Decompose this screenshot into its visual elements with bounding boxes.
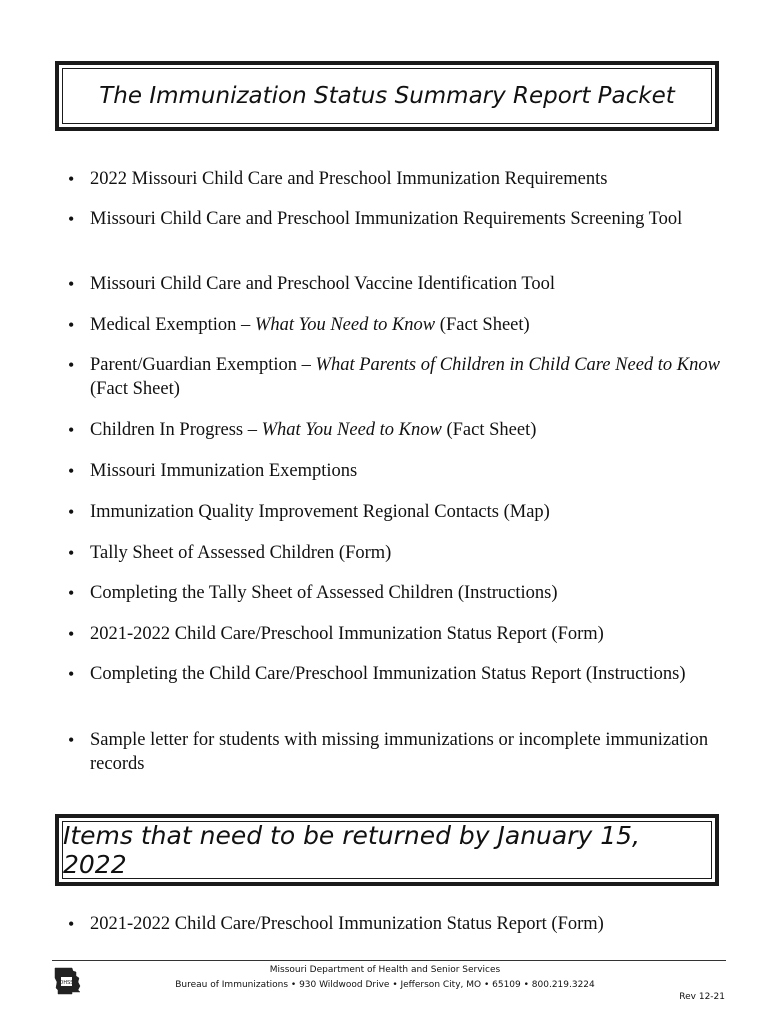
list-item: • Completing the Tally Sheet of Assessed Children (Instructions) (90, 581, 720, 605)
revision-label: Rev 12-21 (679, 992, 725, 1002)
return-deadline-inner-border (62, 821, 712, 879)
list-item: • Children In Progress – What You Need to Know (Fact Sheet) (90, 418, 720, 442)
list-item: • 2021-2022 Child Care/Preschool Immunization Status Report (Form) (90, 912, 720, 936)
list-item: • 2022 Missouri Child Care and Preschool Immunization Requirements (90, 167, 720, 191)
return-deadline-title: Items that need to be returned by January 15, 2022 (63, 821, 640, 879)
footer-department: Missouri Department of Health and Senior Services (269, 965, 501, 975)
list-item: • Missouri Child Care and Preschool Immunization Requirements Screening Tool (90, 207, 720, 231)
list-item: • Medical Exemption – What You Need to Know (Fact Sheet) (90, 313, 720, 337)
list-item: • Completing the Child Care/Preschool Immunization Status Report (Instructions) (90, 662, 720, 686)
list-item: • Missouri Child Care and Preschool Vaccine Identification Tool (90, 272, 720, 296)
footer-divider (52, 960, 726, 961)
list-item: • Sample letter for students with missing immunizations or incomplete immunization records (90, 728, 720, 776)
list-item: • Tally Sheet of Assessed Children (Form) (90, 541, 720, 565)
list-item: • Parent/Guardian Exemption – What Parents of Children in Child Care Need to Know (Fact Sheet) (90, 353, 720, 401)
list-item: • Immunization Quality Improvement Regional Contacts (Map) (90, 500, 720, 524)
packet-title-box (55, 61, 719, 131)
packet-title: The Immunization Status Summary Report Packet (99, 83, 675, 109)
return-deadline-box (55, 814, 719, 886)
packet-title-inner-border (62, 68, 712, 124)
footer (0, 963, 770, 993)
list-item: • Missouri Immunization Exemptions (90, 459, 720, 483)
svg-text:DHSS: DHSS (59, 980, 74, 986)
list-item: • 2021-2022 Child Care/Preschool Immunization Status Report (Form) (90, 622, 720, 646)
footer-address: Bureau of Immunizations • 930 Wildwood Drive • Jefferson City, MO • 65109 • 800.219.3224 (175, 980, 595, 990)
